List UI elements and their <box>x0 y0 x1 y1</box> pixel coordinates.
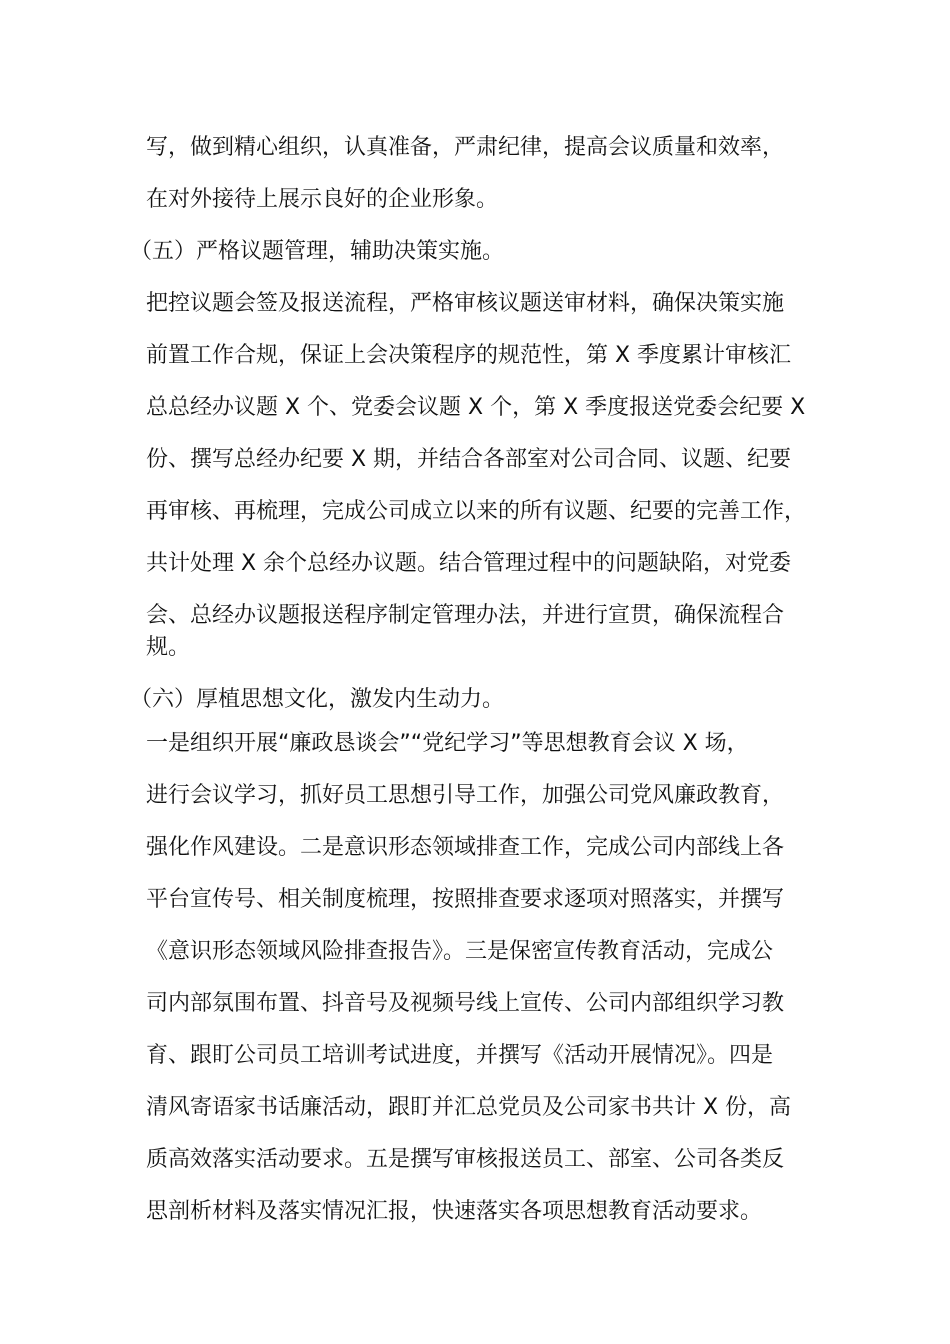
section-heading <box>0 226 950 278</box>
text-line <box>0 622 950 674</box>
text-line <box>0 1134 950 1186</box>
text-line-content: 强化作风建设。二是意识形态领域排查工作，完成公司内部线上各 <box>146 835 785 860</box>
section-heading-text: （六）厚植思想文化，激发内生动力。 <box>130 687 505 712</box>
text-line-content: 规。 <box>146 635 191 660</box>
text-line <box>0 538 950 590</box>
section-heading-text: （五）严格议题管理，辅助决策实施。 <box>130 239 505 264</box>
text-line <box>0 434 950 486</box>
text-line <box>0 1082 950 1134</box>
text-line-content: 共计处理 X 余个总经办议题。结合管理过程中的问题缺陷，对党委 <box>146 551 792 576</box>
text-line <box>0 486 950 538</box>
text-line <box>0 770 950 822</box>
text-line-content: 进行会议学习，抓好员工思想引导工作，加强公司党风廉政教育， <box>146 783 785 808</box>
text-line <box>0 382 950 434</box>
text-line-content: 司内部氛围布置、抖音号及视频号线上宣传、公司内部组织学习教 <box>146 991 785 1016</box>
text-line-content: 质高效落实活动要求。五是撰写审核报送员工、部室、公司各类反 <box>146 1147 785 1172</box>
text-line-content: 在对外接待上展示良好的企业形象。 <box>146 187 499 212</box>
text-line-content: 总总经办议题 X 个、党委会议题 X 个，第 X 季度报送党委会纪要 X <box>146 395 806 420</box>
text-line <box>0 278 950 330</box>
text-line-content: 《意识形态领域风险排查报告》。三是保密宣传教育活动，完成公 <box>146 939 774 964</box>
text-line-content: 一是组织开展“廉政恳谈会”“党纪学习”等思想教育会议 X 场， <box>146 731 749 756</box>
text-line <box>0 1186 950 1238</box>
text-line <box>0 1030 950 1082</box>
text-line <box>0 874 950 926</box>
text-line <box>0 926 950 978</box>
text-line-content: 再审核、再梳理，完成公司成立以来的所有议题、纪要的完善工作， <box>146 499 807 524</box>
text-line <box>0 822 950 874</box>
text-line-content: 平台宣传号、相关制度梳理，按照排查要求逐项对照落实，并撰写 <box>146 887 785 912</box>
text-line <box>0 174 950 226</box>
text-line-content: 思剖析材料及落实情况汇报，快速落实各项思想教育活动要求。 <box>146 1199 763 1224</box>
text-line <box>0 122 950 174</box>
text-line-content: 把控议题会签及报送流程，严格审核议题送审材料，确保决策实施 <box>146 291 785 316</box>
text-line-content: 清风寄语家书话廉活动，跟盯并汇总党员及公司家书共计 X 份，高 <box>146 1095 792 1120</box>
text-line-content: 育、跟盯公司员工培训考试进度，并撰写《活动开展情况》。四是 <box>146 1043 774 1068</box>
text-line-content: 写，做到精心组织，认真准备，严肃纪律，提高会议质量和效率， <box>146 135 785 160</box>
text-line <box>0 718 950 770</box>
text-line-content: 会、总经办议题报送程序制定管理办法，并进行宣贯，确保流程合 <box>146 603 785 628</box>
text-line <box>0 978 950 1030</box>
text-line <box>0 330 950 382</box>
text-line-content: 份、撰写总经办纪要 X 期，并结合各部室对公司合同、议题、纪要 <box>146 447 792 472</box>
text-line-content: 前置工作合规，保证上会决策程序的规范性，第 X 季度累计审核汇 <box>146 343 792 368</box>
